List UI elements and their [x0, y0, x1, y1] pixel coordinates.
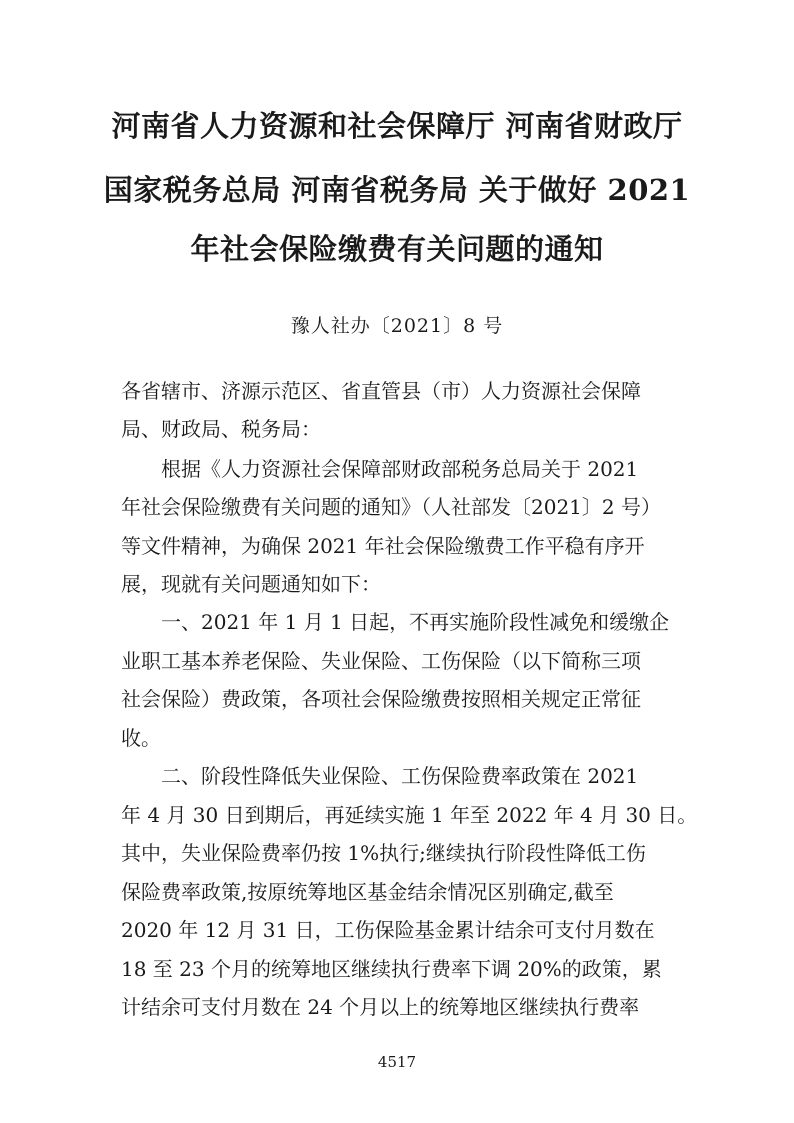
- item1-paragraph-line: 业职工基本养老保险、失业保险、工伤保险（以下简称三项: [121, 649, 641, 673]
- item1-paragraph-line: 一、2021 年 1 月 1 日起，不再实施阶段性减免和缓缴企: [161, 610, 670, 634]
- intro-paragraph-line: 根据《人力资源社会保障部财政部税务总局关于 2021: [161, 457, 639, 481]
- item1-paragraph-line: 收。: [121, 726, 161, 750]
- item2-paragraph-line: 18 至 23 个月的统筹地区继续执行费率下调 20%的政策，累: [121, 957, 662, 981]
- item2-paragraph-line: 计结余可支付月数在 24 个月以上的统筹地区继续执行费率: [121, 995, 640, 1019]
- document-title-line-1: 河南省人力资源和社会保障厅 河南省财政厅: [111, 109, 683, 143]
- document-title-line-3: 年社会保险缴费有关问题的通知: [190, 232, 604, 266]
- addressee-line: 各省辖市、济源示范区、省直管县（市）人力资源社会保障: [121, 379, 641, 403]
- intro-paragraph-line: 年社会保险缴费有关问题的通知》（人社部发〔2021〕2 号）: [121, 495, 661, 519]
- item2-paragraph-line: 2020 年 12 月 31 日，工伤保险基金累计结余可支付月数在: [121, 918, 655, 942]
- intro-paragraph-line: 等文件精神，为确保 2021 年社会保险缴费工作平稳有序开: [121, 534, 645, 558]
- addressee-line: 局、财政局、税务局：: [121, 417, 321, 441]
- document-title-line-2: 国家税务总局 河南省税务局 关于做好 2021: [103, 173, 691, 207]
- item2-paragraph-line: 其中，失业保险费率仍按 1%执行;继续执行阶段性降低工伤: [121, 841, 646, 865]
- item1-paragraph-line: 社会保险）费政策，各项社会保险缴费按照相关规定正常征: [121, 687, 641, 711]
- item2-paragraph-line: 年 4 月 30 日到期后，再延续实施 1 年至 2022 年 4 月 30 日。: [121, 803, 698, 827]
- document-number: 豫人社办〔2021〕8 号: [290, 315, 504, 337]
- page-number: 4517: [377, 1053, 417, 1071]
- item2-paragraph-line: 保险费率政策,按原统筹地区基金结余情况区别确定,截至: [121, 880, 614, 904]
- item2-paragraph-line: 二、阶段性降低失业保险、工伤保险费率政策在 2021: [161, 764, 639, 788]
- intro-paragraph-line: 展，现就有关问题通知如下：: [121, 572, 381, 596]
